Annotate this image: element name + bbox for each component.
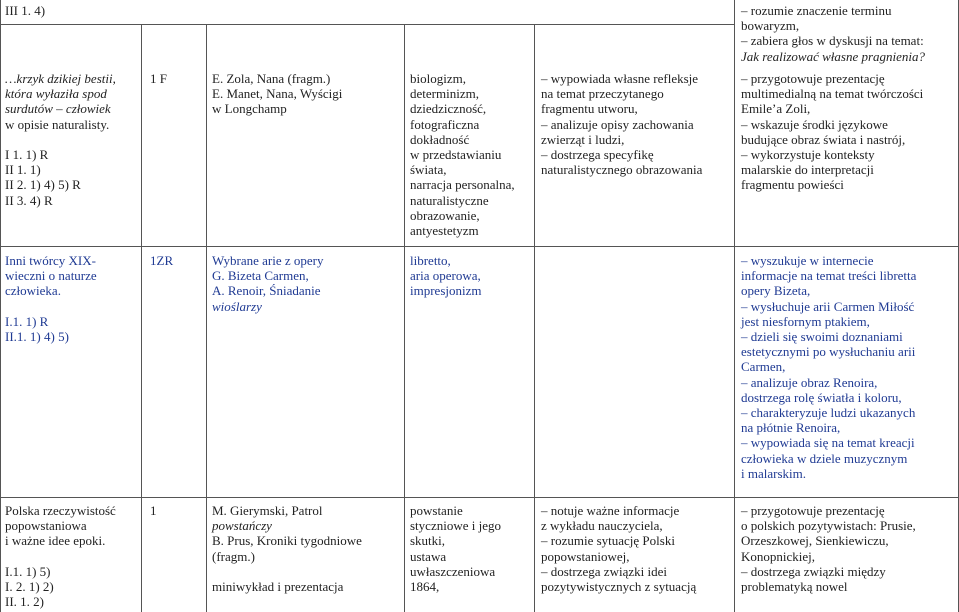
row-divider-1 — [0, 24, 735, 25]
row1-col1 — [5, 71, 135, 208]
cell-line: w opisie naturalisty. — [5, 116, 110, 132]
row3-col4 — [410, 503, 530, 594]
cell-line: dostrzega rolę światła i koloru, — [741, 389, 902, 405]
cell-line: biologizm, — [410, 71, 466, 86]
cell-line: naturalistycznego obrazowania — [541, 162, 703, 178]
cell-line: antyestetyzm — [410, 223, 479, 239]
row-divider-3 — [0, 497, 959, 498]
cell-line: impresjonizm — [410, 283, 482, 299]
table-divider-col3 — [404, 24, 405, 612]
cell-line: Carmen, — [741, 359, 786, 375]
cell-line: II 3. 4) R — [5, 192, 53, 208]
cell-line: malarskie do interpretacji — [741, 162, 874, 178]
row3-col6 — [741, 503, 959, 594]
row2-col1 — [5, 253, 135, 344]
cell-line: fragmentu powieści — [741, 177, 844, 193]
table-divider-col5 — [734, 0, 735, 612]
row3-col5 — [541, 503, 731, 594]
cell-line: A. Renoir, Śniadanie — [212, 283, 321, 299]
row3-col2 — [150, 503, 200, 518]
cell-line: – rozumie znaczenie terminu — [741, 3, 892, 18]
cell-line: II 2. 1) 4) 5) R — [5, 177, 81, 193]
cell-line: pozytywistycznych z sytuacją — [541, 579, 697, 595]
cell-line: Jak realizować własne pragnienia? — [741, 48, 926, 64]
cell-line: zwierząt i ludzi, — [541, 131, 625, 147]
cell-line: Polska rzeczywistość — [5, 503, 116, 518]
row3-col1 — [5, 503, 135, 609]
row2-col3 — [212, 253, 397, 314]
row3-col3 — [212, 503, 397, 594]
cell-line: E. Zola, Nana (fragm.) — [212, 71, 331, 86]
cell-line: – analizuje opisy zachowania — [541, 116, 694, 132]
cell-line: estetycznymi po wysłuchaniu arii — [741, 344, 916, 360]
row1-col5 — [541, 71, 731, 177]
cell-line: wieczni o naturze — [5, 268, 97, 284]
cell-line: naturalistyczne — [410, 192, 489, 208]
cell-line: B. Prus, Kroniki tygodniowe — [212, 533, 362, 549]
cell-line: – przygotowuje prezentację — [741, 503, 885, 518]
cell-line: (fragm.) — [212, 548, 255, 564]
cell-line: człowieka w dziele muzycznym — [741, 450, 908, 466]
cell-line: I 1. 1) R — [5, 147, 49, 163]
cell-line: aria operowa, — [410, 268, 481, 284]
cell-line: determinizm, — [410, 86, 479, 102]
cell-line: – zabiera głos w dyskusji na temat: — [741, 33, 924, 49]
cell-line: M. Gierymski, Patrol — [212, 503, 323, 518]
cell-line: fragmentu utworu, — [541, 101, 638, 117]
cell-line: na temat przeczytanego — [541, 86, 664, 102]
cell-line: ustawa — [410, 548, 447, 564]
cell-line: Konopnickiej, — [741, 548, 816, 564]
cell-line: Emile’a Zoli, — [741, 101, 811, 117]
row1-col4 — [410, 71, 530, 238]
cell-line: I.1. 1) 5) — [5, 563, 51, 579]
row0-col1 — [5, 3, 135, 18]
cell-line — [5, 549, 135, 564]
cell-line: dziedziczność, — [410, 101, 487, 117]
cell-line: i ważne idee epoki. — [5, 533, 106, 549]
cell-line: …krzyk dzikiej bestii, — [5, 71, 116, 86]
cell-line: jest niesfornym ptakiem, — [741, 313, 870, 329]
cell-line: bowaryzm, — [741, 18, 800, 34]
table-divider-col4 — [534, 24, 535, 612]
cell-line: budujące obraz świata i nastrój, — [741, 131, 906, 147]
cell-line — [5, 132, 135, 147]
cell-line: która wyłaziła spod — [5, 86, 107, 102]
cell-line: Orzeszkowej, Sienkiewiczu, — [741, 533, 889, 549]
table-divider-col2 — [206, 24, 207, 612]
cell-line: multimedialną na temat twórczości — [741, 86, 924, 102]
cell-line: człowieka. — [5, 283, 61, 299]
cell-line: – notuje ważne informacje — [541, 503, 680, 518]
cell-line: w Longchamp — [212, 101, 287, 117]
cell-line: – wysłuchuje arii Carmen Miłość — [741, 298, 915, 314]
row2-col6 — [741, 253, 959, 481]
cell-line: skutki, — [410, 533, 446, 549]
cell-line: 1864, — [410, 579, 440, 595]
row2-col4 — [410, 253, 530, 299]
row1-col3 — [212, 71, 397, 117]
cell-line: i malarskim. — [741, 465, 806, 481]
cell-line: na płótnie Renoira, — [741, 420, 841, 436]
cell-line: I. 2. 1) 2) — [5, 579, 54, 595]
cell-line: o polskich pozytywistach: Prusie, — [741, 518, 916, 534]
cell-line: Inni twórcy XIX- — [5, 253, 96, 268]
cell-line: – rozumie sytuację Polski — [541, 533, 675, 549]
cell-line: – wypowiada własne refleksje — [541, 71, 699, 86]
cell-line: obrazowanie, — [410, 207, 480, 223]
cell-line: III 1. 4) — [5, 3, 46, 18]
cell-line: powstanie — [410, 503, 463, 518]
cell-line: w przedstawianiu — [410, 147, 502, 163]
cell-line: problematyką nowel — [741, 579, 848, 595]
cell-line: II. 1. 2) — [5, 594, 44, 610]
cell-line: uwłaszczeniowa — [410, 563, 496, 579]
cell-line: – przygotowuje prezentację — [741, 71, 885, 86]
cell-line: dokładność — [410, 131, 470, 147]
cell-line: z wykładu nauczyciela, — [541, 518, 663, 534]
cell-line: – charakteryzuje ludzi ukazanych — [741, 405, 916, 421]
cell-line — [212, 564, 397, 579]
cell-line: narracja personalna, — [410, 177, 515, 193]
cell-line: – wypowiada się na temat kreacji — [741, 435, 915, 451]
cell-line: – wskazuje środki językowe — [741, 116, 888, 132]
cell-line: II 1. 1) — [5, 162, 41, 178]
cell-line: – dzieli się swoimi doznaniami — [741, 329, 903, 345]
cell-line: – wykorzystuje konteksty — [741, 147, 875, 163]
table-border-left — [0, 0, 1, 612]
cell-line: Wybrane arie z opery — [212, 253, 324, 268]
cell-line: – dostrzega związki idei — [541, 563, 667, 579]
cell-line: – dostrzega specyfikę — [541, 147, 654, 163]
cell-line: miniwykład i prezentacja — [212, 579, 344, 595]
cell-line: 1 — [150, 503, 157, 518]
cell-line: – dostrzega związki między — [741, 563, 886, 579]
cell-line: I.1. 1) R — [5, 313, 49, 329]
cell-line: świata, — [410, 162, 447, 178]
cell-line — [5, 299, 135, 314]
cell-line: popowstaniowa — [5, 518, 87, 534]
cell-line: wioślarzy — [212, 298, 262, 314]
cell-line: E. Manet, Nana, Wyścigi — [212, 86, 343, 102]
cell-line: 1 F — [150, 71, 167, 86]
cell-line: 1ZR — [150, 253, 174, 268]
row0-col6 — [741, 3, 959, 64]
cell-line: surdutów – człowiek — [5, 101, 111, 117]
cell-line: styczniowe i jego — [410, 518, 501, 534]
cell-line: G. Bizeta Carmen, — [212, 268, 309, 284]
row1-col6 — [741, 71, 959, 193]
row1-col2 — [150, 71, 200, 86]
table-divider-col1 — [141, 24, 142, 612]
cell-line: powstańczy — [212, 518, 272, 534]
cell-line: – analizuje obraz Renoira, — [741, 374, 878, 390]
cell-line: II.1. 1) 4) 5) — [5, 329, 69, 345]
cell-line: – wyszukuje w internecie — [741, 253, 874, 268]
cell-line: opery Bizeta, — [741, 283, 811, 299]
cell-line: fotograficzna — [410, 116, 480, 132]
row2-col2 — [150, 253, 200, 268]
cell-line: libretto, — [410, 253, 451, 268]
cell-line: popowstaniowej, — [541, 548, 630, 564]
cell-line: informacje na temat treści libretta — [741, 268, 917, 284]
row-divider-2 — [0, 246, 959, 247]
